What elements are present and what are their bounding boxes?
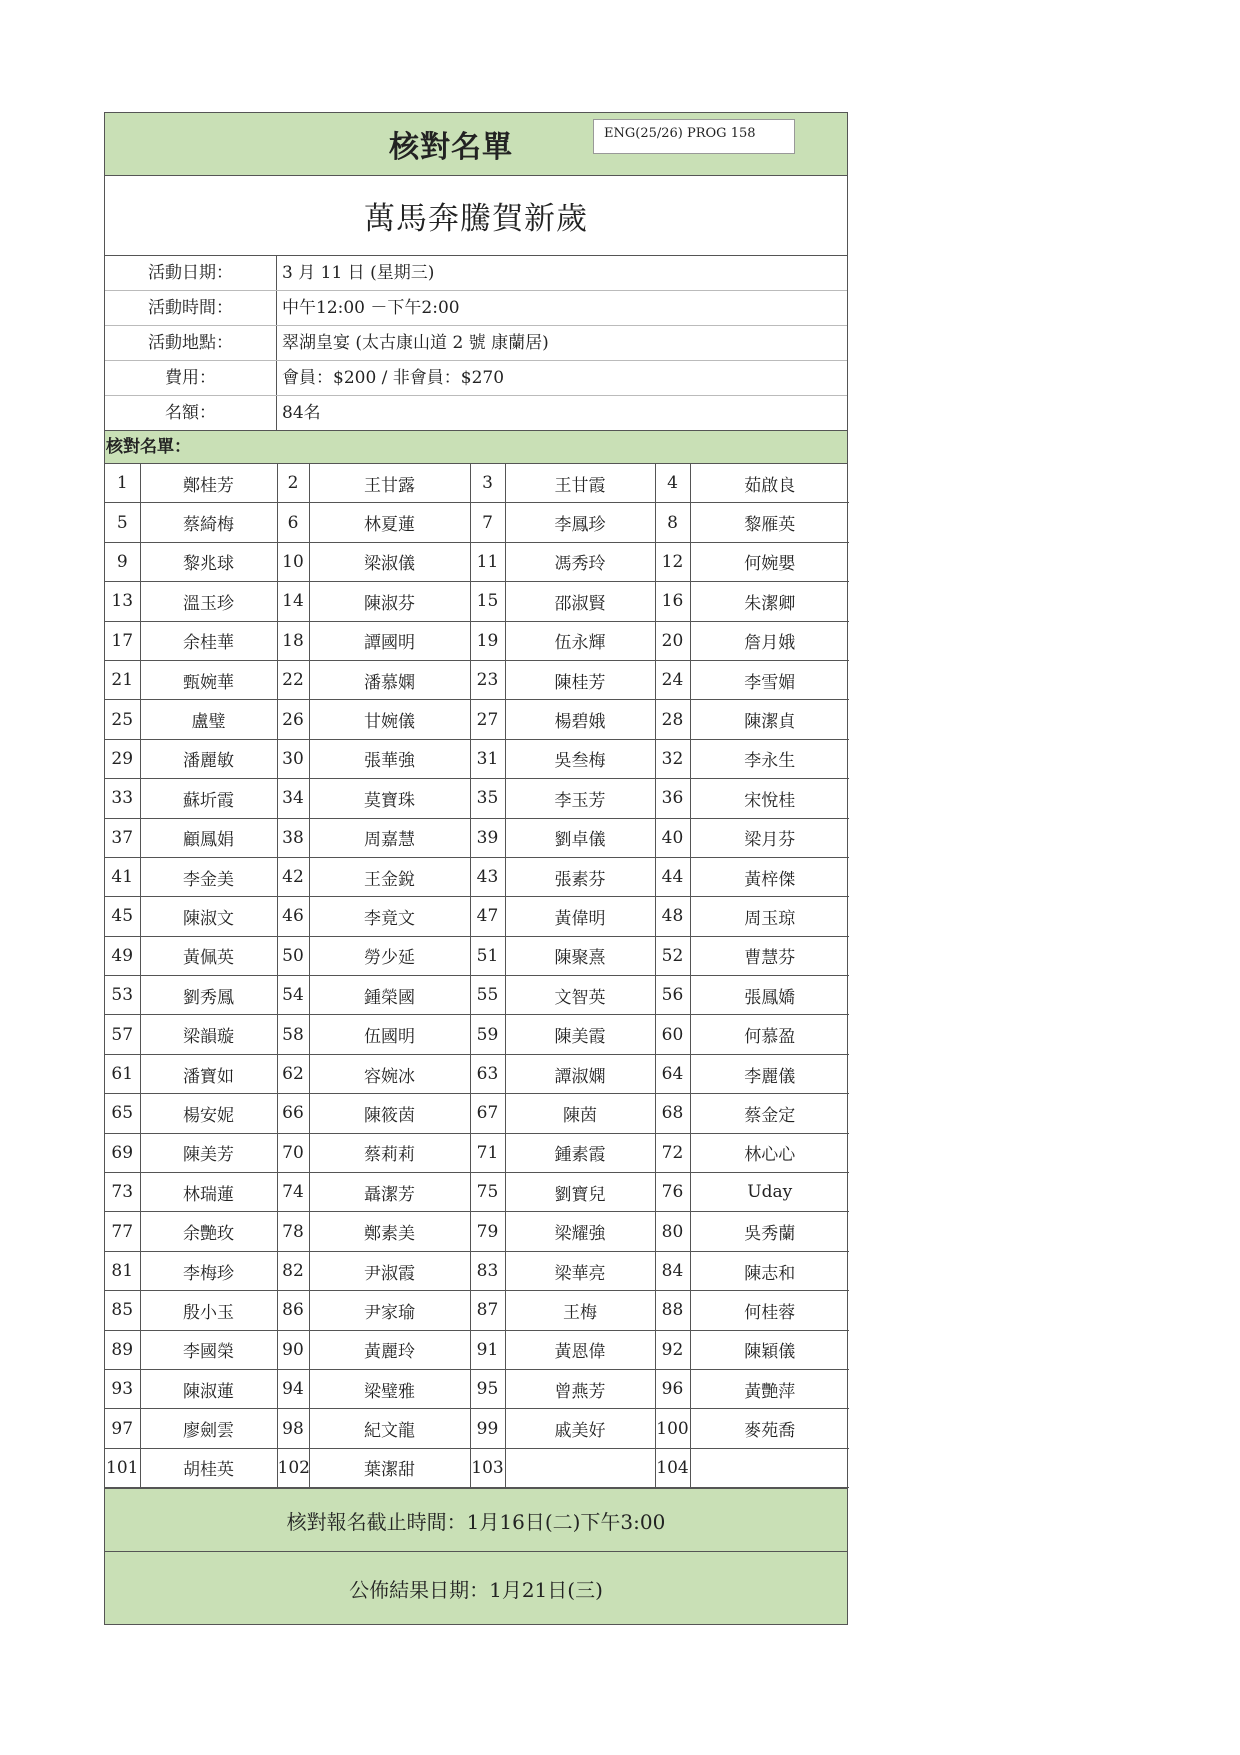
entry-number: 102 <box>277 1448 309 1487</box>
member-name: 黃梓傑 <box>690 857 849 896</box>
table-row <box>105 621 849 660</box>
entry-number: 89 <box>105 1330 140 1369</box>
member-name: 張鳳嬌 <box>690 976 849 1015</box>
entry-number: 103 <box>470 1448 505 1487</box>
entry-number: 21 <box>105 660 140 699</box>
member-name: 梁淑儀 <box>309 542 470 581</box>
entry-number: 93 <box>105 1369 140 1408</box>
entry-number: 7 <box>470 503 505 542</box>
entry-number: 36 <box>655 779 690 818</box>
entry-number: 15 <box>470 582 505 621</box>
entry-number: 52 <box>655 936 690 975</box>
reference-code: ENG(25/26) PROG 158 <box>593 119 795 154</box>
member-name: 何慕盈 <box>690 1015 849 1054</box>
entry-number: 73 <box>105 1173 140 1212</box>
entry-number: 41 <box>105 857 140 896</box>
member-name: 陳茵 <box>505 1094 655 1133</box>
entry-number: 87 <box>470 1291 505 1330</box>
entry-number: 82 <box>277 1251 309 1290</box>
table-row <box>105 1330 849 1369</box>
entry-number: 97 <box>105 1409 140 1448</box>
table-row <box>105 1291 849 1330</box>
entry-number: 53 <box>105 976 140 1015</box>
entry-number: 33 <box>105 779 140 818</box>
member-name: 潘慕嫻 <box>309 660 470 699</box>
roster-table <box>105 464 849 1488</box>
entry-number: 37 <box>105 818 140 857</box>
table-row <box>105 976 849 1015</box>
table-row <box>105 1133 849 1172</box>
member-name: 戚美好 <box>505 1409 655 1448</box>
member-name: 鍾榮國 <box>309 976 470 1015</box>
member-name: 陳聚熹 <box>505 936 655 975</box>
entry-number: 26 <box>277 700 309 739</box>
entry-number: 76 <box>655 1173 690 1212</box>
info-value: 會員：$200 / 非會員：$270 <box>282 368 505 388</box>
entry-number: 40 <box>655 818 690 857</box>
entry-number: 29 <box>105 739 140 778</box>
entry-number: 38 <box>277 818 309 857</box>
entry-number: 56 <box>655 976 690 1015</box>
entry-number: 47 <box>470 897 505 936</box>
entry-number: 50 <box>277 936 309 975</box>
entry-number: 101 <box>105 1448 140 1487</box>
member-name: 梁璧雅 <box>309 1369 470 1408</box>
member-name: 溫玉珍 <box>140 582 277 621</box>
entry-number: 1 <box>105 464 140 503</box>
table-row <box>105 660 849 699</box>
member-name: 李永生 <box>690 739 849 778</box>
member-name: 廖劍雲 <box>140 1409 277 1448</box>
member-name: 陳志和 <box>690 1251 849 1290</box>
member-name: 李國榮 <box>140 1330 277 1369</box>
member-name: 李鳳珍 <box>505 503 655 542</box>
table-row <box>105 1409 849 1448</box>
member-name: 陳淑文 <box>140 897 277 936</box>
member-name: 梁月芬 <box>690 818 849 857</box>
entry-number: 19 <box>470 621 505 660</box>
member-name: 蔡莉莉 <box>309 1133 470 1172</box>
entry-number: 65 <box>105 1094 140 1133</box>
member-name: 張素芬 <box>505 857 655 896</box>
entry-number: 60 <box>655 1015 690 1054</box>
member-name: 尹淑霞 <box>309 1251 470 1290</box>
entry-number: 92 <box>655 1330 690 1369</box>
member-name: 蔡綺梅 <box>140 503 277 542</box>
member-name: 何桂蓉 <box>690 1291 849 1330</box>
entry-number: 32 <box>655 739 690 778</box>
info-label: 名額： <box>105 396 277 430</box>
entry-number: 100 <box>655 1409 690 1448</box>
table-row <box>105 818 849 857</box>
entry-number: 51 <box>470 936 505 975</box>
info-row-fee <box>105 361 847 396</box>
entry-number: 4 <box>655 464 690 503</box>
member-name: 王甘霞 <box>505 464 655 503</box>
member-name: 黃艷萍 <box>690 1369 849 1408</box>
member-name: 馮秀玲 <box>505 542 655 581</box>
entry-number: 14 <box>277 582 309 621</box>
entry-number: 43 <box>470 857 505 896</box>
info-row-time <box>105 291 847 326</box>
event-name: 萬馬奔騰賀新歲 <box>364 201 588 237</box>
entry-number: 57 <box>105 1015 140 1054</box>
member-name: 黃佩英 <box>140 936 277 975</box>
info-label: 活動地點： <box>105 326 277 360</box>
entry-number: 25 <box>105 700 140 739</box>
entry-number: 44 <box>655 857 690 896</box>
event-name-row <box>105 176 847 256</box>
entry-number: 63 <box>470 1054 505 1093</box>
member-name: 鄭素美 <box>309 1212 470 1251</box>
entry-number: 91 <box>470 1330 505 1369</box>
member-name: 譚淑嫻 <box>505 1054 655 1093</box>
entry-number: 88 <box>655 1291 690 1330</box>
member-name: 盧璧 <box>140 700 277 739</box>
member-name: 余艷玫 <box>140 1212 277 1251</box>
entry-number: 72 <box>655 1133 690 1172</box>
title-row <box>105 113 847 176</box>
member-name: 林夏蓮 <box>309 503 470 542</box>
member-name: 黎兆球 <box>140 542 277 581</box>
entry-number: 10 <box>277 542 309 581</box>
table-row <box>105 1448 849 1487</box>
member-name: 莫寶珠 <box>309 779 470 818</box>
member-name: 李金美 <box>140 857 277 896</box>
entry-number: 58 <box>277 1015 309 1054</box>
entry-number: 99 <box>470 1409 505 1448</box>
table-row <box>105 936 849 975</box>
entry-number: 81 <box>105 1251 140 1290</box>
table-row <box>105 464 849 503</box>
member-name: 鄭桂芳 <box>140 464 277 503</box>
checklist-sheet <box>104 112 848 1625</box>
entry-number: 75 <box>470 1173 505 1212</box>
entry-number: 35 <box>470 779 505 818</box>
member-name: 鍾素霞 <box>505 1133 655 1172</box>
entry-number: 61 <box>105 1054 140 1093</box>
member-name: 王金銳 <box>309 857 470 896</box>
entry-number: 84 <box>655 1251 690 1290</box>
info-label: 費用： <box>105 361 277 395</box>
table-row <box>105 582 849 621</box>
entry-number: 90 <box>277 1330 309 1369</box>
member-name: 茹啟良 <box>690 464 849 503</box>
table-row <box>105 1094 849 1133</box>
info-value: 翠湖皇宴 (太古康山道 2 號 康蘭居) <box>282 333 549 353</box>
member-name: 黃麗玲 <box>309 1330 470 1369</box>
member-name: 勞少延 <box>309 936 470 975</box>
member-name: 宋悅桂 <box>690 779 849 818</box>
entry-number: 54 <box>277 976 309 1015</box>
member-name: 顧鳳娟 <box>140 818 277 857</box>
entry-number: 12 <box>655 542 690 581</box>
member-name: 甘婉儀 <box>309 700 470 739</box>
table-row <box>105 1054 849 1093</box>
entry-number: 8 <box>655 503 690 542</box>
member-name: 紀文龍 <box>309 1409 470 1448</box>
member-name: 朱潔卿 <box>690 582 849 621</box>
member-name: 尹家瑜 <box>309 1291 470 1330</box>
table-row <box>105 897 849 936</box>
entry-number: 49 <box>105 936 140 975</box>
entry-number: 83 <box>470 1251 505 1290</box>
member-name: 劉秀鳳 <box>140 976 277 1015</box>
member-name: 何婉嬰 <box>690 542 849 581</box>
entry-number: 104 <box>655 1448 690 1487</box>
member-name: 邵淑賢 <box>505 582 655 621</box>
list-header: 核對名單： <box>105 431 847 464</box>
table-row <box>105 1212 849 1251</box>
entry-number: 17 <box>105 621 140 660</box>
info-value: 3 月 11 日 (星期三) <box>282 263 435 283</box>
entry-number: 24 <box>655 660 690 699</box>
member-name: 黎雁英 <box>690 503 849 542</box>
entry-number: 34 <box>277 779 309 818</box>
entry-number: 94 <box>277 1369 309 1408</box>
member-name: 潘麗敏 <box>140 739 277 778</box>
entry-number: 85 <box>105 1291 140 1330</box>
member-name: 胡桂英 <box>140 1448 277 1487</box>
entry-number: 13 <box>105 582 140 621</box>
member-name: 周玉琼 <box>690 897 849 936</box>
entry-number: 23 <box>470 660 505 699</box>
entry-number: 78 <box>277 1212 309 1251</box>
entry-number: 98 <box>277 1409 309 1448</box>
entry-number: 5 <box>105 503 140 542</box>
member-name: 李梅珍 <box>140 1251 277 1290</box>
member-name: 梁耀強 <box>505 1212 655 1251</box>
member-name: 劉寶兒 <box>505 1173 655 1212</box>
member-name: 李雪媚 <box>690 660 849 699</box>
table-row <box>105 1251 849 1290</box>
member-name: 梁韻璇 <box>140 1015 277 1054</box>
info-value: 84名 <box>282 403 321 423</box>
entry-number: 16 <box>655 582 690 621</box>
entry-number: 28 <box>655 700 690 739</box>
member-name: 張華強 <box>309 739 470 778</box>
entry-number: 69 <box>105 1133 140 1172</box>
entry-number: 48 <box>655 897 690 936</box>
entry-number: 31 <box>470 739 505 778</box>
entry-number: 42 <box>277 857 309 896</box>
member-name: 譚國明 <box>309 621 470 660</box>
entry-number: 6 <box>277 503 309 542</box>
member-name: 葉潔甜 <box>309 1448 470 1487</box>
member-name: 曹慧芬 <box>690 936 849 975</box>
entry-number: 9 <box>105 542 140 581</box>
member-name: 周嘉慧 <box>309 818 470 857</box>
member-name: Uday <box>690 1173 849 1212</box>
member-name: 陳潔貞 <box>690 700 849 739</box>
entry-number: 77 <box>105 1212 140 1251</box>
info-row-date <box>105 256 847 291</box>
member-name: 陳美芳 <box>140 1133 277 1172</box>
member-name: 容婉冰 <box>309 1054 470 1093</box>
member-name: 伍永輝 <box>505 621 655 660</box>
member-name: 陳穎儀 <box>690 1330 849 1369</box>
info-value: 中午12:00 －下午2:00 <box>282 298 460 318</box>
info-row-quota <box>105 396 847 431</box>
member-name: 林瑞蓮 <box>140 1173 277 1212</box>
member-name: 李竟文 <box>309 897 470 936</box>
deadline-note: 核對報名截止時間：1月16日(二)下午3:00 <box>105 1488 847 1552</box>
member-name: 文智英 <box>505 976 655 1015</box>
entry-number: 59 <box>470 1015 505 1054</box>
entry-number: 3 <box>470 464 505 503</box>
member-name <box>690 1448 849 1487</box>
info-label: 活動日期： <box>105 256 277 290</box>
entry-number: 96 <box>655 1369 690 1408</box>
member-name: 伍國明 <box>309 1015 470 1054</box>
entry-number: 30 <box>277 739 309 778</box>
member-name: 潘寶如 <box>140 1054 277 1093</box>
table-row <box>105 700 849 739</box>
member-name: 甄婉華 <box>140 660 277 699</box>
member-name: 聶潔芳 <box>309 1173 470 1212</box>
info-row-venue <box>105 326 847 361</box>
member-name: 殷小玉 <box>140 1291 277 1330</box>
member-name: 王甘露 <box>309 464 470 503</box>
entry-number: 71 <box>470 1133 505 1172</box>
entry-number: 74 <box>277 1173 309 1212</box>
entry-number: 22 <box>277 660 309 699</box>
entry-number: 68 <box>655 1094 690 1133</box>
entry-number: 66 <box>277 1094 309 1133</box>
event-info <box>105 256 847 431</box>
member-name: 陳美霞 <box>505 1015 655 1054</box>
page-title: 核對名單 <box>389 130 513 165</box>
entry-number: 2 <box>277 464 309 503</box>
member-name: 王梅 <box>505 1291 655 1330</box>
member-name: 吳秀蘭 <box>690 1212 849 1251</box>
member-name: 吳叁梅 <box>505 739 655 778</box>
member-name: 黃恩偉 <box>505 1330 655 1369</box>
entry-number: 62 <box>277 1054 309 1093</box>
entry-number: 80 <box>655 1212 690 1251</box>
member-name: 詹月娥 <box>690 621 849 660</box>
entry-number: 95 <box>470 1369 505 1408</box>
member-name: 余桂華 <box>140 621 277 660</box>
entry-number: 11 <box>470 542 505 581</box>
table-row <box>105 1369 849 1408</box>
member-name: 李麗儀 <box>690 1054 849 1093</box>
member-name: 蔡金定 <box>690 1094 849 1133</box>
member-name: 陳淑芬 <box>309 582 470 621</box>
member-name: 楊安妮 <box>140 1094 277 1133</box>
member-name: 蘇圻霞 <box>140 779 277 818</box>
member-name: 陳桂芳 <box>505 660 655 699</box>
result-date-note: 公佈結果日期：1月21日(三) <box>105 1552 847 1624</box>
member-name: 陳淑蓮 <box>140 1369 277 1408</box>
member-name: 李玉芳 <box>505 779 655 818</box>
table-row <box>105 1173 849 1212</box>
table-row <box>105 542 849 581</box>
member-name: 楊碧娥 <box>505 700 655 739</box>
entry-number: 70 <box>277 1133 309 1172</box>
entry-number: 27 <box>470 700 505 739</box>
member-name: 林心心 <box>690 1133 849 1172</box>
entry-number: 39 <box>470 818 505 857</box>
entry-number: 46 <box>277 897 309 936</box>
info-label: 活動時間： <box>105 291 277 325</box>
entry-number: 55 <box>470 976 505 1015</box>
member-name: 麥苑喬 <box>690 1409 849 1448</box>
table-row <box>105 739 849 778</box>
member-name: 劉卓儀 <box>505 818 655 857</box>
table-row <box>105 1015 849 1054</box>
entry-number: 67 <box>470 1094 505 1133</box>
entry-number: 20 <box>655 621 690 660</box>
table-row <box>105 779 849 818</box>
member-name: 陳筱茵 <box>309 1094 470 1133</box>
entry-number: 86 <box>277 1291 309 1330</box>
member-name: 梁華亮 <box>505 1251 655 1290</box>
member-name: 黃偉明 <box>505 897 655 936</box>
entry-number: 18 <box>277 621 309 660</box>
member-name <box>505 1448 655 1487</box>
entry-number: 64 <box>655 1054 690 1093</box>
table-row <box>105 503 849 542</box>
member-name: 曾燕芳 <box>505 1369 655 1408</box>
entry-number: 79 <box>470 1212 505 1251</box>
entry-number: 45 <box>105 897 140 936</box>
table-row <box>105 857 849 896</box>
